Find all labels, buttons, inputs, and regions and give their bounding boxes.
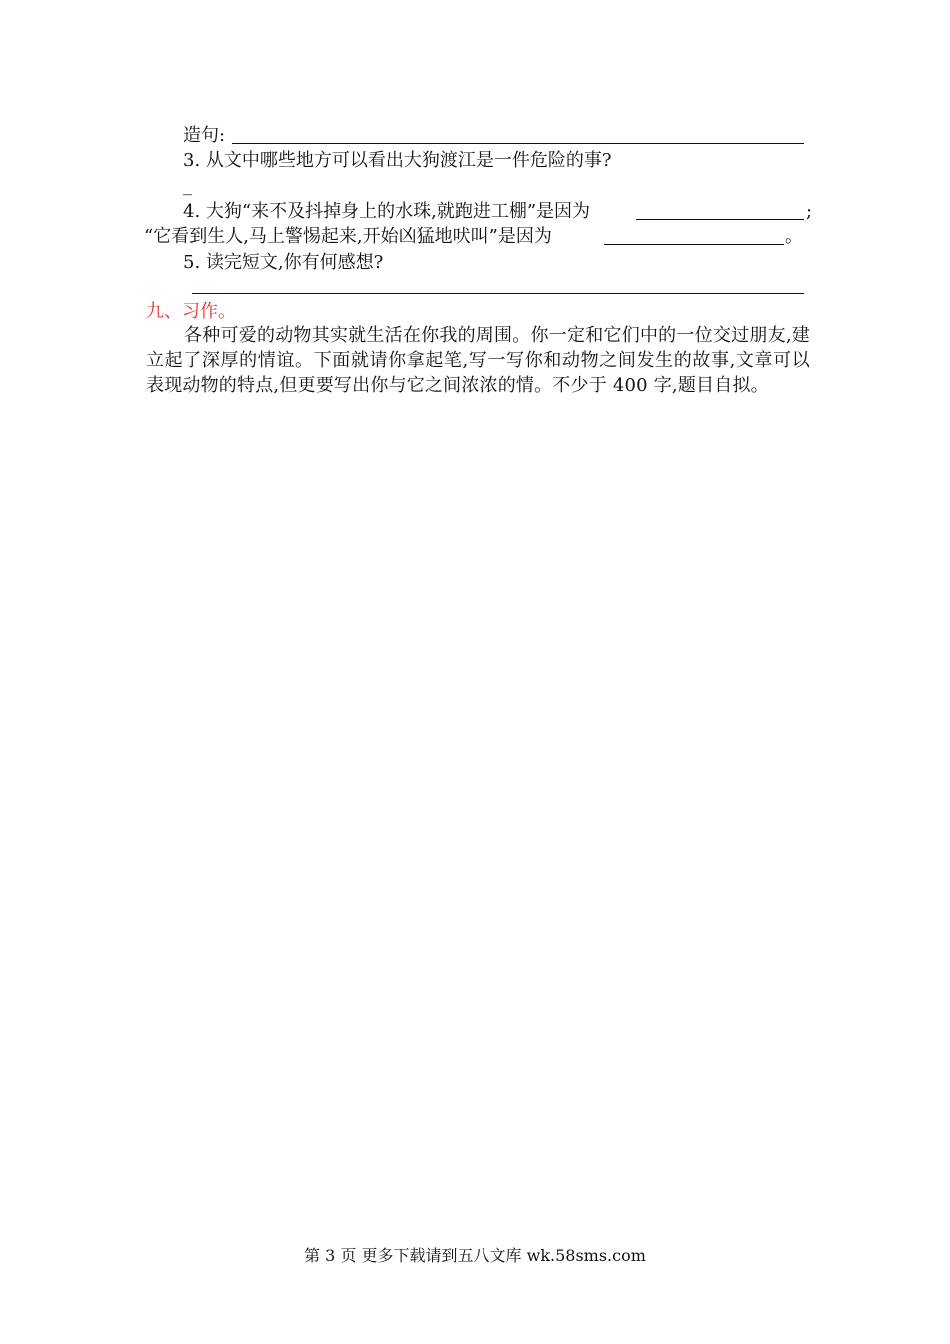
question-4-line-1	[183, 200, 590, 224]
question-3-text: 3. 从文中哪些地方可以看出大狗渡江是一件危险的事?	[183, 150, 612, 171]
question-4-part1: 4. 大狗“来不及抖掉身上的水珠,就跑进工棚”是因为	[183, 201, 591, 222]
sentence-making-row	[183, 124, 225, 148]
section-9-body: 各种可爱的动物其实就生活在你我的周围。你一定和它们中的一位交过朋友,建立起了深厚的情谊。下面就请你拿起笔,写一写你和动物之间发生的故事,文章可以表现动物的特点,但更要写出你与它之间浓浓的情。不少于 400 字,题目自拟。	[146, 325, 810, 396]
question-4-period: 。	[785, 226, 803, 247]
question-3	[183, 149, 612, 173]
question-3-answer-mark[interactable]	[183, 174, 192, 198]
question-4-blank-2[interactable]	[604, 244, 784, 245]
question-5	[183, 251, 383, 275]
section-9-heading-text: 九、习作。	[146, 301, 236, 322]
question-5-answer-line[interactable]	[192, 293, 804, 294]
page-footer: 第 3 页 更多下载请到五八文库 wk.58sms.com	[304, 1246, 646, 1265]
sentence-making-answer-line[interactable]	[232, 143, 804, 144]
question-4-line-2	[144, 225, 552, 249]
question-4-semicolon-wrap	[806, 200, 812, 224]
question-3-answer-underscore: _	[183, 175, 192, 196]
question-4-part2: “它看到生人,马上警惕起来,开始凶猛地吠叫”是因为	[144, 226, 552, 247]
question-5-text: 5. 读完短文,你有何感想?	[183, 252, 384, 273]
question-4-semicolon: ;	[806, 201, 813, 222]
sentence-making-label: 造句:	[183, 125, 226, 146]
question-4-period-wrap	[785, 225, 803, 249]
section-9-heading	[146, 300, 236, 324]
question-4-blank-1[interactable]	[636, 219, 804, 220]
